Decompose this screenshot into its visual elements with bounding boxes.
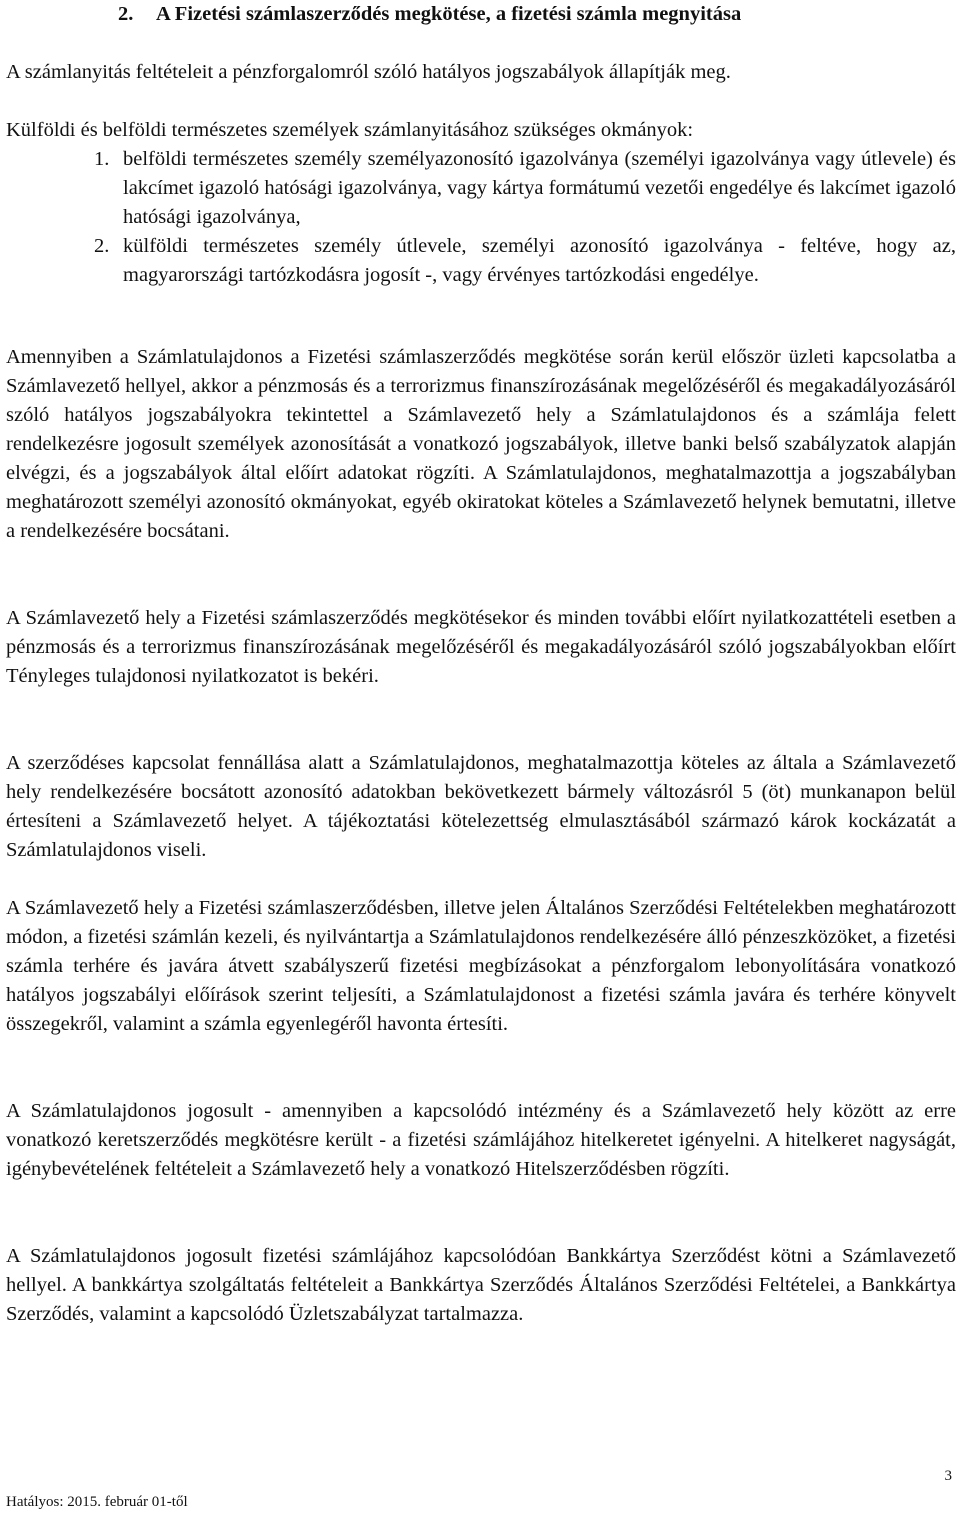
section-number: 2. <box>118 3 134 25</box>
list-marker: 2. <box>94 235 110 257</box>
paragraph-beneficial-owner: A Számlavezető hely a Fizetési számlaszerződés megkötésekor és minden további előírt nyilatkozattételi esetben a pénzmosás és a terrorizmus finanszírozásának megelőzéséről és megakadályozásáról szóló jogszabályokban előírt Tényleges tulajdonosi nyilatkozatot is bekéri. <box>6 607 956 687</box>
paragraph-identification: Amennyiben a Számlatulajdonos a Fizetési számlaszerződés megkötése során kerül először üzleti kapcsolatba a Számlavezető hellyel, akkor a pénzmosás és a terrorizmus finanszírozásának megelőzéséről és megakadályozásáról szóló hatályos jogszabályokra tekintettel a Számlavezető hely a Számlatulajdonos és a számlája felett rendelkezésre jogosult személyek azonosítását a vonatkozó jogszabályok, illetve banki belső szabályzatok alapján elvégzi, és a jogszabályok által előírt adatokat rögzíti. A Számlatulajdonos, meghatalmazottja a jogszabályban meghatározott személyi azonosító okmányokat, egyéb okiratokat köteles a Számlavezető helynek bemutatni, illetve a rendelkezésére bocsátani. <box>6 346 956 542</box>
documents-list <box>6 145 956 290</box>
paragraph-data-changes: A szerződéses kapcsolat fennállása alatt a Számlatulajdonos, meghatalmazottja köteles az általa a Számlavezető hely rendelkezésére bocsátott azonosító adatokban bekövetkezett bármely változásról 5 (öt) munkanapon belül értesíteni a Számlavezető helyet. A tájékoztatási kötelezettség elmulasztásából származó károk kockázatát a Számlatulajdonos viseli. <box>6 752 956 861</box>
list-item-text: külföldi természetes személy útlevele, személyi azonosító igazolványa - feltéve, hogy az, magyarországi tartózkodásra jogosít -, vagy érvényes tartózkodási engedélye. <box>123 235 956 286</box>
list-item-text: belföldi természetes személy személyazonosító igazolványa (személyi igazolványa vagy útlevele) és lakcímet igazoló hatósági igazolványa, vagy kártya formátumú vezetői engedélye és lakcímet igazoló hatósági igazolványa, <box>123 148 956 228</box>
list-marker: 1. <box>94 148 110 170</box>
paragraph-credit-line: A Számlatulajdonos jogosult - amennyiben a kapcsolódó intézmény és a Számlavezető hely között az erre vonatkozó keretszerződés megkötésre került - a fizetési számlájához hitelkeretet igényelni. A hitelkeret nagyságát, igénybevételének feltételeit a Számlavezető hely a vonatkozó Hitelszerződésben rögzíti. <box>6 1100 956 1180</box>
section-title: A Fizetési számlaszerződés megkötése, a fizetési számla megnyitása <box>156 3 742 25</box>
documents-lead: Külföldi és belföldi természetes személyek számlanyitásához szükséges okmányok: <box>6 119 694 141</box>
list-item <box>6 145 956 232</box>
page-number: 3 <box>944 1468 952 1484</box>
intro-paragraph: A számlanyitás feltételeit a pénzforgalomról szóló hatályos jogszabályok állapítják meg. <box>6 61 731 83</box>
paragraph-bank-card: A Számlatulajdonos jogosult fizetési számlájához kapcsolódóan Bankkártya Szerződést kötni a Számlavezető hellyel. A bankkártya szolgáltatás feltételeit a Bankkártya Szerződés Általános Szerződési Feltételei, a Bankkártya Szerződés, valamint a kapcsolódó Üzletszabályzat tartalmazza. <box>6 1245 956 1325</box>
effective-date: Hatályos: 2015. február 01-től <box>6 1494 188 1510</box>
paragraph-account-management: A Számlavezető hely a Fizetési számlaszerződésben, illetve jelen Általános Szerződési Feltételekben meghatározott módon, a fizetési számlán kezeli, és nyilvántartja a Számlatulajdonos rendelkezésére álló pénzeszközöket, a fizetési számla terhére és javára átvett szabályszerű fizetési megbízásokat a pénzforgalom lebonyolítására vonatkozó hatályos jogszabályi előírások szerint teljesíti, a Számlatulajdonost a fizetési számla javára és terhére könyvelt összegekről, valamint a számla egyenlegéről havonta értesíti. <box>6 897 956 1035</box>
list-item <box>6 232 956 290</box>
section-heading <box>6 0 956 29</box>
